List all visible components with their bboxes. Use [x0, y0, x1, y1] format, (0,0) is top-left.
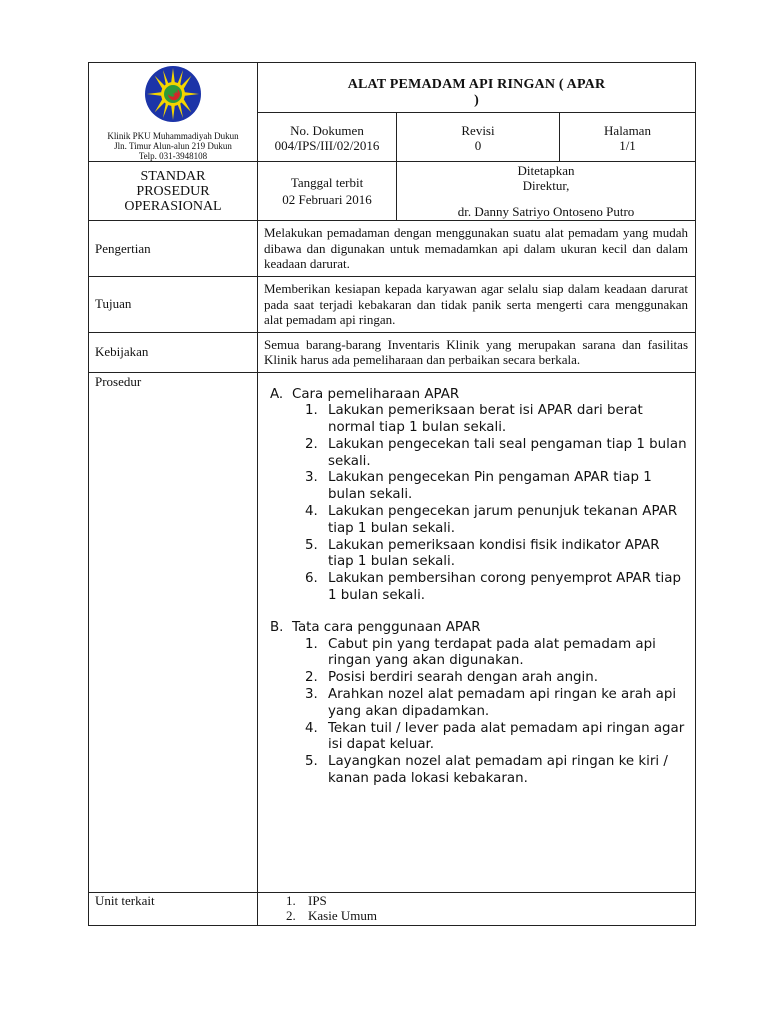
procedure-label: Prosedur [89, 372, 258, 892]
units-list [258, 892, 696, 925]
list-item [286, 893, 695, 908]
units-label: Unit terkait [89, 892, 258, 925]
issue-date-value: 02 Februari 2016 [282, 192, 372, 207]
sop-line-1: STANDAR [140, 168, 206, 184]
maintenance-step-text: Lakukan pengecekan jarum penunjuk tekanan APAR tiap 1 bulan sekali. [328, 504, 678, 536]
sop-label-cell [89, 162, 258, 221]
list-item [305, 538, 689, 572]
doc-number-value: 004/IPS/III/02/2016 [274, 138, 380, 154]
usage-step-text: Tekan tuil / lever pada alat pemadam api ringan agar isi dapat keluar. [328, 720, 685, 753]
maintenance-step-text: Lakukan pemeriksaan kondisi fisik indikator APAR tiap 1 bulan sekali. [328, 537, 660, 570]
maintenance-step-text: Lakukan pemeriksaan berat isi APAR dari berat normal tiap 1 bulan sekali. [328, 403, 643, 436]
list-item [305, 721, 689, 755]
section-b-title: Tata cara penggunaan APAR [292, 619, 481, 635]
revision-cell [397, 112, 560, 162]
sop-line-3: OPERASIONAL [124, 198, 222, 214]
list-item [305, 670, 689, 687]
page-cell [560, 112, 696, 162]
purpose-text: Memberikan kesiapan kepada karyawan agar selalu siap dalam keadaan darurat pada saat terjadi kebakaran dan tidak panik serta mengerti cara menggunakan alat pemadam api ringan. [258, 277, 696, 333]
list-number: 1. [305, 403, 318, 419]
list-item [305, 687, 689, 721]
usage-step-text: Posisi berdiri searah dengan arah angin. [328, 670, 599, 686]
unit-name: Kasie Umum [308, 907, 377, 923]
issue-date-cell [258, 162, 397, 221]
list-item [305, 470, 689, 504]
list-item [286, 908, 695, 923]
list-item [305, 403, 689, 437]
section-b-letter: B. [270, 619, 284, 635]
approval-cell [397, 162, 696, 221]
list-number: 2. [305, 670, 318, 686]
clinic-address [89, 131, 257, 161]
list-item [305, 754, 689, 788]
list-number: 4. [305, 504, 318, 520]
list-number: 3. [305, 470, 318, 486]
list-number: 1. [305, 636, 318, 652]
list-number: 5. [305, 537, 318, 553]
section-a-title: Cara pemeliharaan APAR [292, 386, 460, 402]
clinic-name: Klinik PKU Muhammadiyah Dukun [107, 131, 239, 141]
policy-text: Semua barang-barang Inventaris Klinik yang merupakan sarana dan fasilitas Klinik harus ada pemeliharaan dan perbaikan secara berkala. [258, 332, 696, 372]
maintenance-section [270, 387, 689, 605]
doc-number-cell [258, 112, 397, 162]
approver-role: Direktur, [522, 178, 570, 193]
list-item [305, 504, 689, 538]
list-number: 3. [305, 687, 318, 703]
title-line-1: ALAT PEMADAM API RINGAN ( APAR [347, 77, 606, 92]
document-title [258, 63, 696, 113]
list-number: 1. [286, 892, 296, 908]
usage-step-text: Arahkan nozel alat pemadam api ringan ke arah api yang akan dipadamkan. [328, 687, 677, 719]
section-a-letter: A. [270, 386, 284, 402]
page-value: 1/1 [619, 138, 636, 154]
usage-steps [270, 637, 689, 788]
title-line-2: ) [474, 93, 479, 108]
purpose-label: Tujuan [89, 277, 258, 333]
list-number: 2. [286, 907, 296, 923]
list-number: 5. [305, 754, 318, 770]
unit-name: IPS [308, 892, 327, 908]
revision-label: Revisi [461, 123, 495, 139]
list-number: 6. [305, 571, 318, 587]
procedure-body [258, 372, 696, 892]
maintenance-step-text: Lakukan pengecekan tali seal pengaman tiap 1 bulan sekali. [328, 436, 687, 469]
definition-text: Melakukan pemadaman dengan menggunakan suatu alat pemadam yang mudah dibawa dan digunakan untuk memadamkan api dalam ukuran kecil dan dalam keadaan darurat. [258, 221, 696, 277]
list-item [305, 571, 689, 605]
usage-step-text: Layangkan nozel alat pemadam api ringan ke kiri / kanan pada lokasi kebakaran. [328, 754, 668, 787]
list-item [305, 637, 689, 671]
approver-name: dr. Danny Satriyo Ontoseno Putro [457, 204, 635, 219]
clinic-phone: Telp. 031-3948108 [138, 151, 208, 161]
policy-label: Kebijakan [89, 332, 258, 372]
approved-label: Ditetapkan [517, 163, 575, 178]
maintenance-step-text: Lakukan pengecekan Pin pengaman APAR tiap 1 bulan sekali. [328, 470, 652, 503]
issue-date-label: Tanggal terbit [290, 175, 364, 190]
doc-number-label: No. Dokumen [290, 123, 364, 139]
maintenance-steps [270, 403, 689, 605]
clinic-street: Jln. Timur Alun-alun 219 Dukun [114, 141, 232, 151]
maintenance-step-text: Lakukan pembersihan corong penyemprot APAR tiap 1 bulan sekali. [328, 571, 681, 604]
usage-section [270, 620, 689, 788]
sop-line-2: PROSEDUR [136, 183, 210, 199]
usage-step-text: Cabut pin yang terdapat pada alat pemadam api ringan yang akan digunakan. [328, 636, 656, 669]
sop-table [88, 62, 696, 926]
revision-value: 0 [474, 138, 482, 154]
definition-label: Pengertian [89, 221, 258, 277]
list-number: 2. [305, 436, 318, 452]
list-item [305, 437, 689, 471]
muhammadiyah-sun-logo-icon [140, 65, 206, 123]
list-number: 4. [305, 720, 318, 736]
page-label: Halaman [604, 123, 651, 139]
clinic-header-cell [89, 63, 258, 162]
